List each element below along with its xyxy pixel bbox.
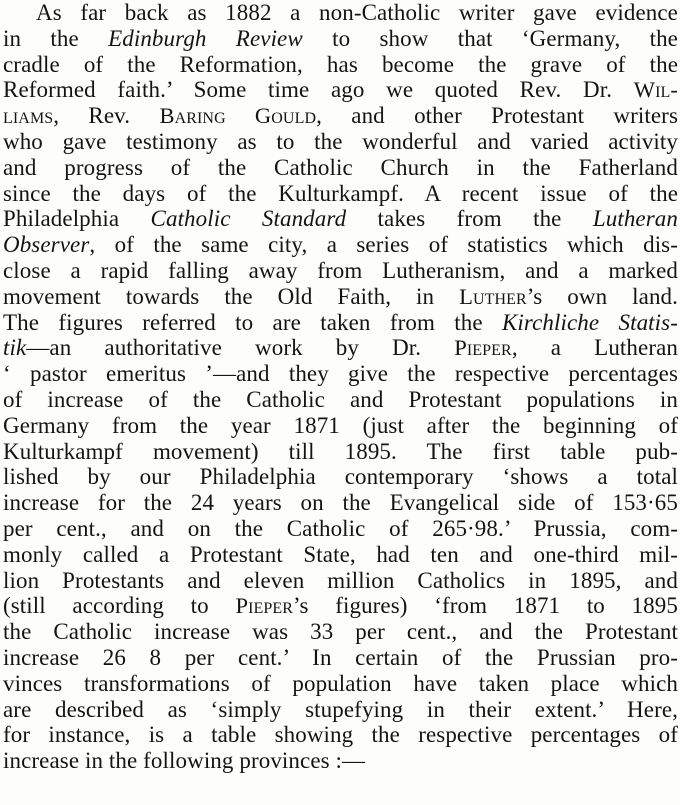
text-run: increase 26 8 per cent.’ In certain of the Prussian pro- xyxy=(3,644,678,670)
text-line xyxy=(3,697,678,723)
text-run: ‘ pastor emeritus ’—and they give the respective percentages xyxy=(3,361,678,387)
text-run: Kulturkampf movement) till 1895. The first table pub- xyxy=(3,438,678,464)
text-run: Germany from the year 1871 (just after the beginning of xyxy=(3,412,678,438)
text-line xyxy=(3,619,678,645)
text-line xyxy=(3,310,678,336)
text-run: —an authoritative work by Dr. xyxy=(26,335,455,361)
italic-title: tik xyxy=(3,335,27,361)
small-caps-name: Luther xyxy=(459,283,527,309)
text-run: (still according to xyxy=(3,593,236,619)
italic-title: Lutheran xyxy=(592,206,678,232)
text-run: increase for the 24 years on the Evangelical side of 153·65 xyxy=(3,490,678,516)
text-run: who gave testimony as to the wonderful and varied activity xyxy=(3,128,678,154)
text-run: ’s figures) ‘from 1871 to 1895 xyxy=(293,593,678,619)
text-line xyxy=(3,671,678,697)
text-run: of increase of the Catholic and Protestant populations in xyxy=(3,386,678,412)
text-line xyxy=(3,593,678,619)
text-run: monly called a Protestant State, had ten and one-third mil- xyxy=(3,541,678,567)
text-line xyxy=(3,361,678,387)
text-line xyxy=(3,181,678,207)
small-caps-name: Wil- xyxy=(633,77,678,103)
small-caps-name: liams xyxy=(3,103,54,129)
text-line xyxy=(3,258,678,284)
small-caps-name: Baring Gould xyxy=(159,103,317,129)
text-run: ’s own land. xyxy=(526,283,678,309)
italic-title: Kirchliche Statis- xyxy=(501,309,678,335)
text-line xyxy=(3,155,678,181)
text-line xyxy=(3,413,678,439)
text-line xyxy=(3,722,678,748)
text-run: since the days of the Kulturkampf. A recent issue of the xyxy=(3,180,678,206)
text-line xyxy=(3,335,678,361)
text-line xyxy=(3,206,678,232)
text-run: movement towards the Old Faith, in xyxy=(3,283,460,309)
text-line xyxy=(3,542,678,568)
text-line xyxy=(3,129,678,155)
italic-title: Catholic Standard xyxy=(150,206,347,232)
text-run: lion Protestants and eleven million Catholics in 1895, and xyxy=(3,567,678,593)
text-run: Philadelphia xyxy=(3,206,151,232)
text-line xyxy=(3,439,678,465)
text-line xyxy=(3,52,678,78)
small-caps-name: Pieper xyxy=(454,335,512,361)
text-run: Reformed faith.’ Some time ago we quoted Rev. Dr. xyxy=(3,77,634,103)
text-line xyxy=(3,0,678,26)
text-run: , and other Protestant writers xyxy=(316,103,678,129)
text-run: , Rev. xyxy=(53,103,160,129)
text-run: for instance, is a table showing the respective percentages of xyxy=(3,722,678,748)
text-run: per cent., and on the Catholic of 265·98.’ Prussia, com- xyxy=(3,515,678,541)
text-run: , a Lutheran xyxy=(511,335,678,361)
text-run: in the xyxy=(3,25,109,51)
text-run: close a rapid falling away from Lutheranism, and a marked xyxy=(3,257,678,283)
text-line xyxy=(3,77,678,103)
text-run: lished by our Philadelphia contemporary ‘shows a total xyxy=(3,464,678,490)
text-line xyxy=(3,516,678,542)
text-run: and progress of the Catholic Church in the Fatherland xyxy=(3,154,678,180)
text-line xyxy=(3,103,678,129)
text-run: vinces transformations of population have taken place which xyxy=(3,670,678,696)
text-run: to show that ‘Germany, the xyxy=(302,25,678,51)
text-line xyxy=(3,464,678,490)
text-run: As far back as 1882 a non-Catholic writer gave evidence xyxy=(36,0,678,25)
text-line xyxy=(3,568,678,594)
text-run: the Catholic increase was 33 per cent., and the Protestant xyxy=(3,619,678,645)
text-run: increase in the following provinces :— xyxy=(3,748,366,774)
text-line xyxy=(3,232,678,258)
italic-title: Observer xyxy=(3,232,90,258)
text-run: takes from the xyxy=(346,206,593,232)
text-line xyxy=(3,26,678,52)
text-line xyxy=(3,387,678,413)
text-run: , of the same city, a series of statistics which dis- xyxy=(89,232,678,258)
text-run: cradle of the Reformation, has become the grave of the xyxy=(3,51,678,77)
article-paragraph xyxy=(3,0,678,774)
text-line xyxy=(3,748,678,774)
text-line xyxy=(3,645,678,671)
text-run: The figures referred to are taken from the xyxy=(3,309,502,335)
italic-title: Edinburgh Review xyxy=(108,25,303,51)
text-line xyxy=(3,490,678,516)
text-line xyxy=(3,284,678,310)
small-caps-name: Pieper xyxy=(235,593,294,619)
text-run: are described as ‘simply stupefying in their extent.’ Here, xyxy=(3,696,678,722)
